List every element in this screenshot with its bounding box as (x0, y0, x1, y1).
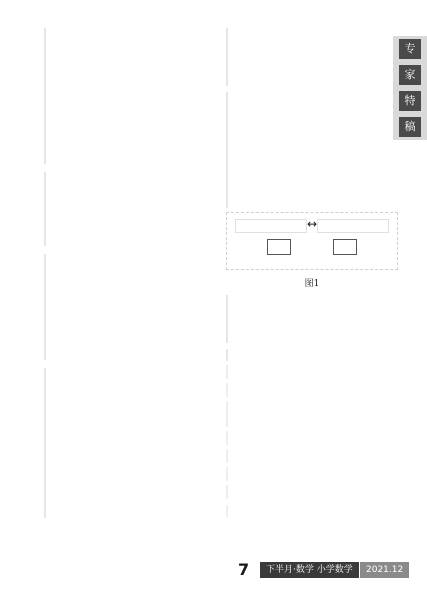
diagram-box-right (333, 239, 357, 255)
column-section-tab (393, 36, 427, 140)
reference-item (226, 449, 398, 463)
reference-item (226, 485, 398, 499)
paragraph (226, 28, 398, 86)
reference-item (226, 365, 398, 379)
reference-item (226, 383, 398, 397)
page-number: 7 (238, 560, 250, 579)
article-column-right (226, 28, 398, 528)
paragraph-gap (44, 164, 216, 172)
section-tab-char: 家 (399, 65, 421, 85)
section-tab-char: 特 (399, 91, 421, 111)
journal-name: 下半月·数学 小学数学 (260, 562, 359, 578)
page-footer (0, 560, 427, 580)
section-tab-char: 专 (399, 39, 421, 59)
paragraph (44, 172, 216, 246)
reference-item (226, 431, 398, 445)
references-heading (226, 349, 398, 361)
diagram-box-left (267, 239, 291, 255)
issue-date: 2021.12 (360, 562, 409, 578)
reference-item (226, 401, 398, 427)
paragraph (44, 28, 216, 164)
diagram-right-node (317, 219, 389, 233)
paragraph-gap (44, 360, 216, 368)
author-affiliation (226, 505, 398, 517)
paragraph (44, 254, 216, 360)
paragraph (44, 368, 216, 518)
section-tab-char: 稿 (399, 117, 421, 137)
paragraph-gap (44, 246, 216, 254)
paragraph (226, 92, 398, 208)
paragraph (226, 295, 398, 343)
article-column-left (44, 28, 216, 528)
reference-item (226, 467, 398, 481)
figure-caption: 图1 (304, 279, 320, 289)
double-arrow-icon: ↔ (307, 217, 318, 231)
diagram-left-node (235, 219, 307, 233)
teaching-relationship-diagram (226, 212, 398, 270)
